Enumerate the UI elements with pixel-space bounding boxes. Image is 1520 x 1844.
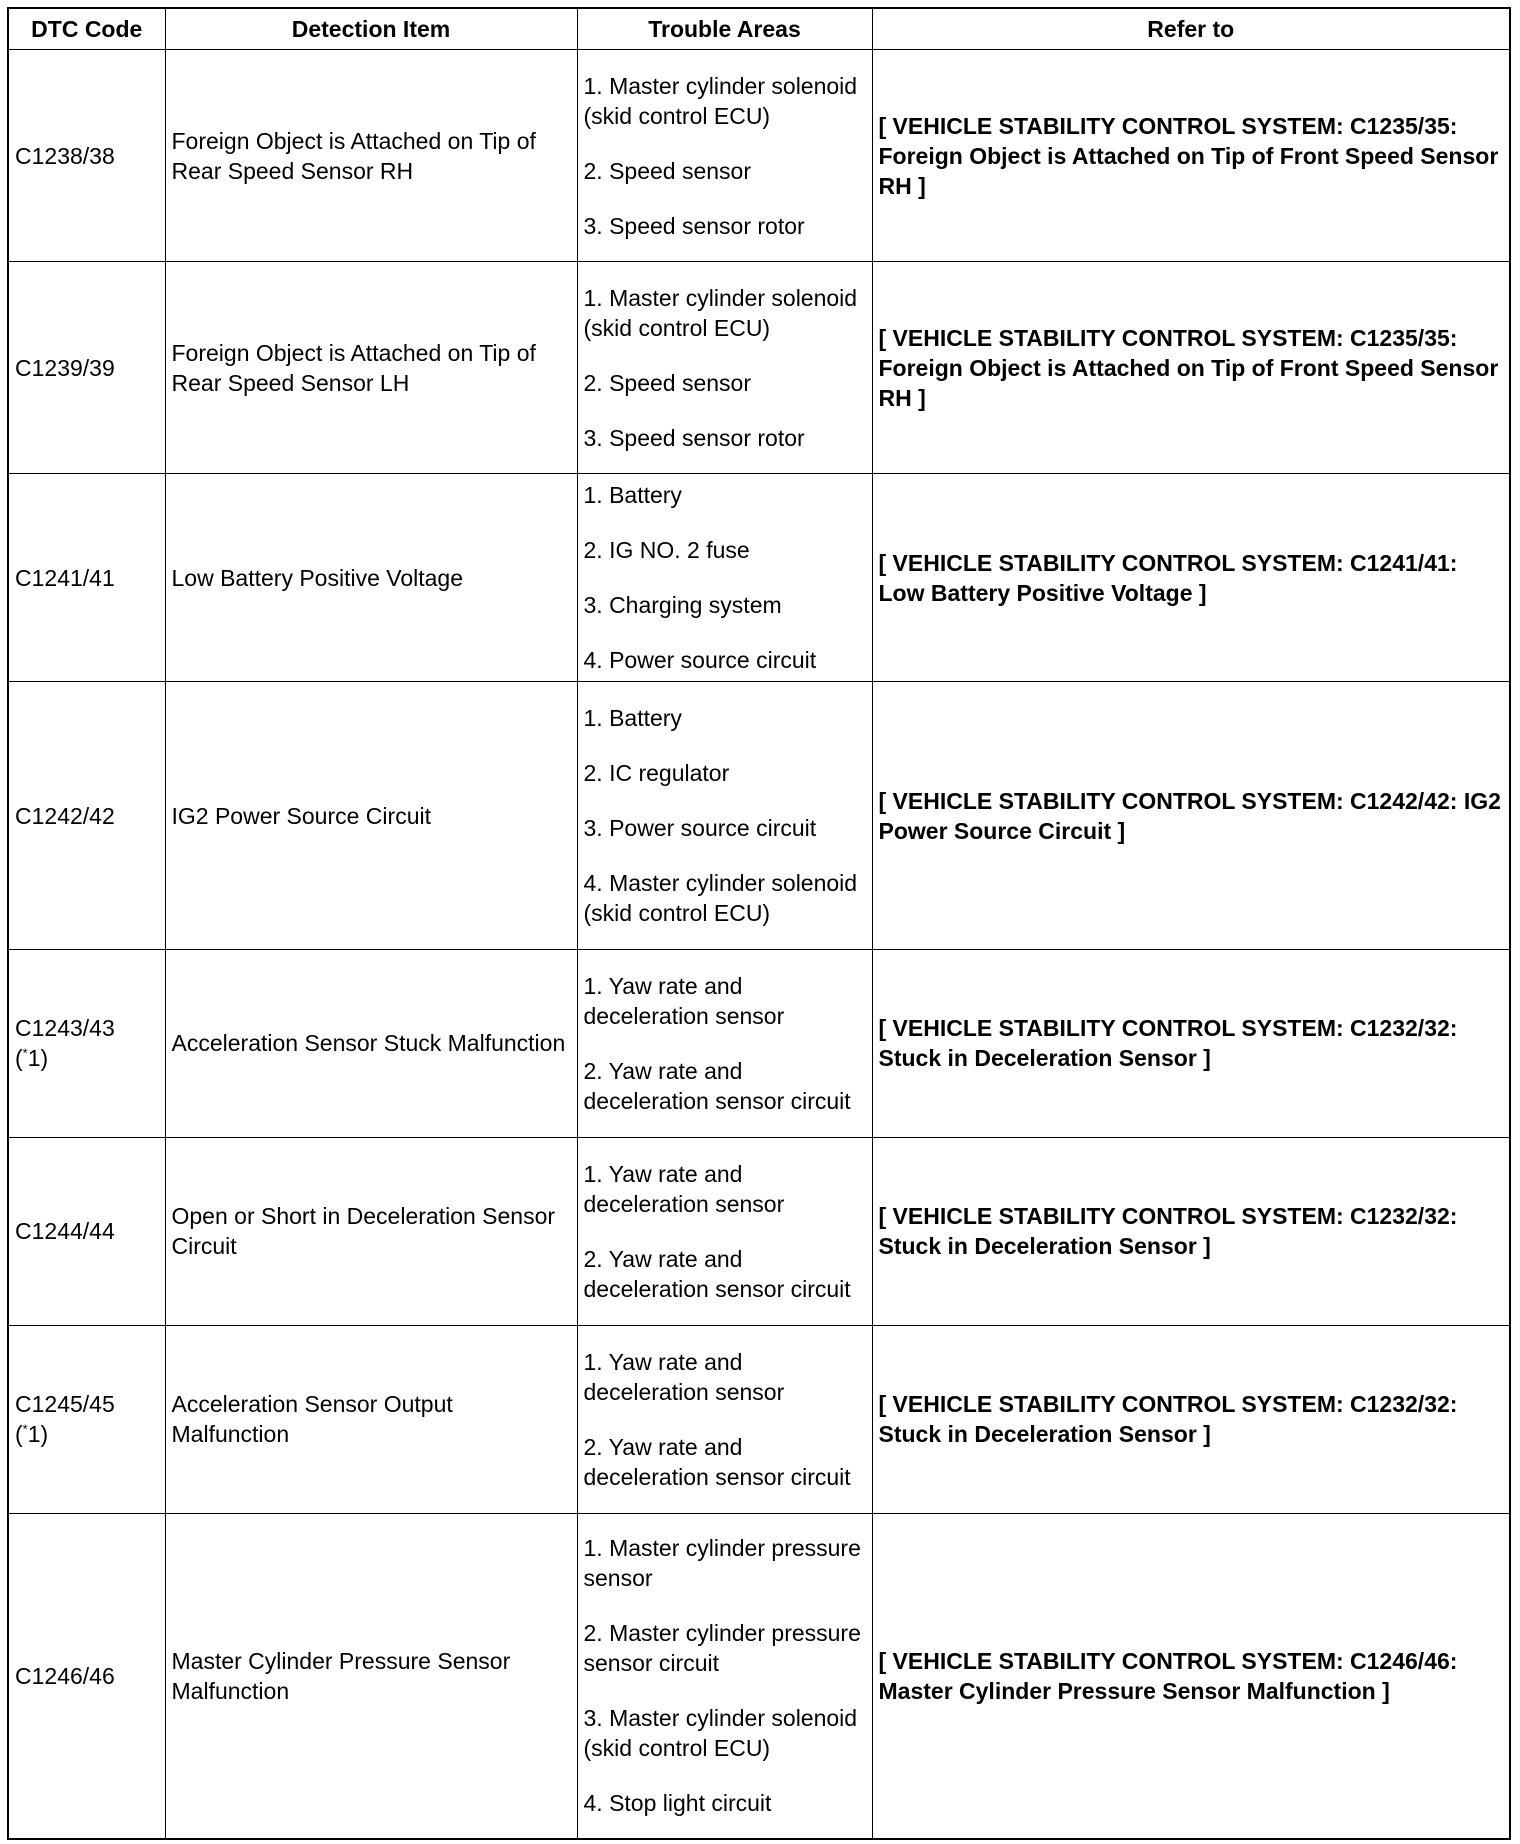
trouble-area-item: 1. Battery: [583, 705, 682, 732]
trouble-area-item: 4. Master cylinder solenoid (skid control ECU): [583, 870, 858, 927]
table-row: [8, 949, 1510, 1137]
refer-link[interactable]: [ VEHICLE STABILITY CONTROL SYSTEM: C1241/41: Low Battery Positive Voltage ]: [878, 549, 1458, 606]
trouble-areas: [577, 949, 872, 1137]
trouble-area-item: 1. Master cylinder solenoid (skid control ECU): [583, 72, 858, 129]
refer-to-cell: [872, 262, 1510, 474]
dtc-code-note: (*1): [15, 1421, 49, 1448]
trouble-areas: [577, 262, 872, 474]
detection-item: Acceleration Sensor Output Malfunction: [165, 1325, 577, 1513]
dtc-code-cell: [8, 1325, 165, 1513]
trouble-area-item: 2. Yaw rate and deceleration sensor circuit: [583, 1057, 851, 1114]
refer-to-cell: [872, 1137, 1510, 1325]
refer-to-cell: [872, 949, 1510, 1137]
trouble-area-item: 3. Master cylinder solenoid (skid control ECU): [583, 1705, 858, 1762]
detection-item: Open or Short in Deceleration Sensor Circuit: [165, 1137, 577, 1325]
dtc-code-cell: [8, 682, 165, 949]
header-dtc-code: DTC Code: [8, 8, 165, 50]
dtc-code: C1241/41: [15, 564, 115, 591]
trouble-areas: [577, 1513, 872, 1839]
refer-link[interactable]: [ VEHICLE STABILITY CONTROL SYSTEM: C1232/32: Stuck in Deceleration Sensor ]: [878, 1203, 1458, 1260]
trouble-area-item: 2. Master cylinder pressure sensor circuit: [583, 1620, 861, 1677]
trouble-areas: [577, 1137, 872, 1325]
dtc-table-body: [8, 50, 1510, 1840]
trouble-area-item: 1. Yaw rate and deceleration sensor: [583, 972, 785, 1029]
trouble-area-item: 2. IC regulator: [583, 760, 730, 787]
refer-link[interactable]: [ VEHICLE STABILITY CONTROL SYSTEM: C1232/32: Stuck in Deceleration Sensor ]: [878, 1015, 1458, 1072]
dtc-code: C1246/46: [15, 1662, 115, 1689]
dtc-code-cell: [8, 949, 165, 1137]
dtc-code-cell: [8, 474, 165, 682]
table-row: [8, 682, 1510, 949]
trouble-area-item: 2. Speed sensor: [583, 369, 752, 396]
trouble-area-item: 1. Master cylinder pressure sensor: [583, 1535, 861, 1592]
trouble-area-item: 3. Power source circuit: [583, 815, 817, 842]
detection-item: Foreign Object is Attached on Tip of Rear Speed Sensor RH: [165, 50, 577, 262]
refer-to-cell: [872, 682, 1510, 949]
detection-item: Acceleration Sensor Stuck Malfunction: [165, 949, 577, 1137]
table-row: [8, 1137, 1510, 1325]
detection-item: Foreign Object is Attached on Tip of Rear Speed Sensor LH: [165, 262, 577, 474]
trouble-area-item: 2. Yaw rate and deceleration sensor circuit: [583, 1245, 851, 1302]
dtc-code: C1239/39: [15, 354, 115, 381]
dtc-code: C1243/43: [15, 1015, 115, 1042]
trouble-area-item: 1. Master cylinder solenoid (skid control ECU): [583, 284, 858, 341]
detection-item: IG2 Power Source Circuit: [165, 682, 577, 949]
table-row: [8, 262, 1510, 474]
dtc-code: C1242/42: [15, 802, 115, 829]
trouble-area-item: 3. Speed sensor rotor: [583, 424, 805, 451]
table-row: [8, 474, 1510, 682]
header-refer-to: Refer to: [872, 8, 1510, 50]
refer-link[interactable]: [ VEHICLE STABILITY CONTROL SYSTEM: C1232/32: Stuck in Deceleration Sensor ]: [878, 1391, 1458, 1448]
refer-link[interactable]: [ VEHICLE STABILITY CONTROL SYSTEM: C1235/35: Foreign Object is Attached on Tip of Front Speed Sensor RH ]: [878, 112, 1499, 199]
refer-to-cell: [872, 1513, 1510, 1839]
trouble-area-item: 2. Speed sensor: [583, 157, 752, 184]
trouble-area-item: 1. Battery: [583, 482, 682, 509]
trouble-area-item: 3. Charging system: [583, 592, 782, 619]
dtc-code-cell: [8, 1137, 165, 1325]
header-detection-item: Detection Item: [165, 8, 577, 50]
dtc-code: C1244/44: [15, 1218, 115, 1245]
trouble-areas: [577, 682, 872, 949]
trouble-area-item: 2. IG NO. 2 fuse: [583, 537, 750, 564]
trouble-area-item: 4. Power source circuit: [583, 647, 817, 674]
dtc-code-cell: [8, 1513, 165, 1839]
refer-link[interactable]: [ VEHICLE STABILITY CONTROL SYSTEM: C1235/35: Foreign Object is Attached on Tip of Front Speed Sensor RH ]: [878, 324, 1499, 411]
trouble-area-item: 3. Speed sensor rotor: [583, 212, 805, 239]
trouble-area-item: 1. Yaw rate and deceleration sensor: [583, 1160, 785, 1217]
refer-to-cell: [872, 474, 1510, 682]
table-row: [8, 1513, 1510, 1839]
dtc-code-note: (*1): [15, 1045, 49, 1072]
header-row: [8, 8, 1510, 50]
header-trouble-areas: Trouble Areas: [577, 8, 872, 50]
dtc-code: C1245/45: [15, 1391, 115, 1418]
refer-to-cell: [872, 50, 1510, 262]
trouble-area-item: 1. Yaw rate and deceleration sensor: [583, 1348, 785, 1405]
trouble-area-item: 4. Stop light circuit: [583, 1790, 772, 1817]
trouble-area-item: 2. Yaw rate and deceleration sensor circuit: [583, 1433, 851, 1490]
dtc-table: [7, 7, 1511, 1840]
detection-item: Master Cylinder Pressure Sensor Malfunction: [165, 1513, 577, 1839]
detection-item: Low Battery Positive Voltage: [165, 474, 577, 682]
trouble-areas: [577, 1325, 872, 1513]
refer-link[interactable]: [ VEHICLE STABILITY CONTROL SYSTEM: C1246/46: Master Cylinder Pressure Sensor Malfunction ]: [878, 1647, 1458, 1704]
dtc-code-cell: [8, 50, 165, 262]
trouble-areas: [577, 474, 872, 682]
table-row: [8, 50, 1510, 262]
dtc-code: C1238/38: [15, 142, 115, 169]
table-row: [8, 1325, 1510, 1513]
dtc-code-cell: [8, 262, 165, 474]
refer-link[interactable]: [ VEHICLE STABILITY CONTROL SYSTEM: C1242/42: IG2 Power Source Circuit ]: [878, 787, 1501, 844]
refer-to-cell: [872, 1325, 1510, 1513]
trouble-areas: [577, 50, 872, 262]
